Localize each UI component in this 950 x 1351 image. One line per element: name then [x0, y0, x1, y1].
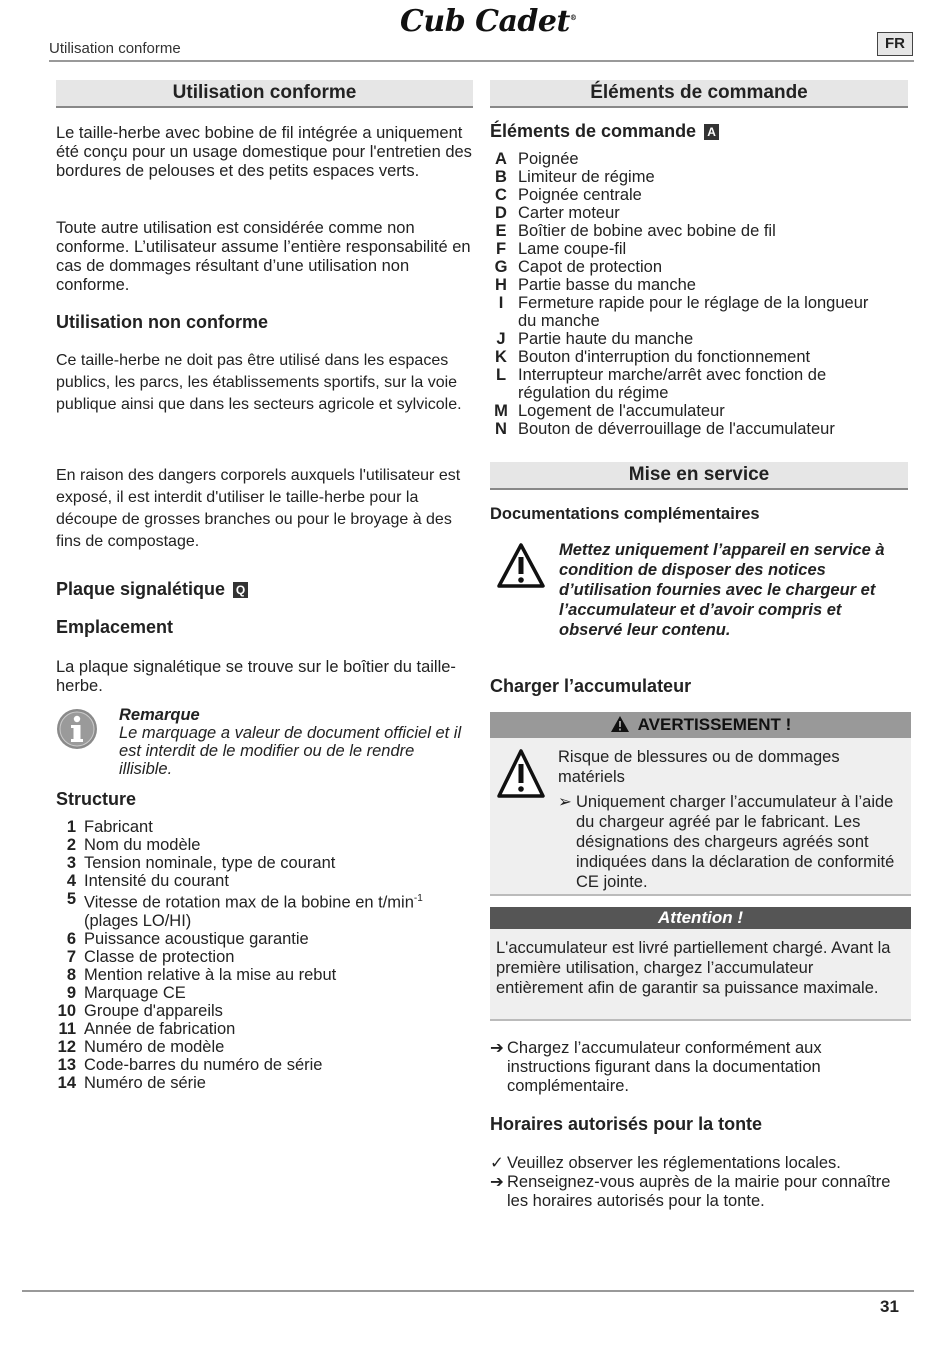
item-key: F: [495, 240, 507, 258]
structure-list-item: [56, 930, 472, 948]
paragraph-non-compliant: Toute autre utilisation est considérée comme non conforme. L’utilisateur assume l’entière responsabilité en cas de dommages résultant d’une utilisation non conforme.: [56, 219, 471, 294]
item-key: I: [498, 294, 504, 312]
heading-plaque: Plaque signalétique Q: [56, 579, 248, 600]
item-text: Fabricant: [84, 818, 153, 836]
page-number: 31: [880, 1297, 899, 1316]
element-list-item: [490, 258, 910, 276]
item-key: A: [495, 150, 507, 168]
header-rule: [49, 60, 914, 62]
paragraph-intended-use: Le taille-herbe avec bobine de fil intégrée a uniquement été conçu pour un usage domestique pour l'entretien des bordures de pelouses et des petits espaces verts.: [56, 124, 472, 180]
figure-ref-q: Q: [233, 582, 248, 598]
warning-triangle-icon: [496, 542, 546, 592]
footer-rule: [22, 1290, 914, 1292]
item-text: Numéro de modèle: [84, 1037, 225, 1056]
item-key: 11: [58, 1019, 76, 1038]
item-text: Fermeture rapide pour le réglage de la longueur du manche: [518, 294, 869, 330]
heading-non-conforme: Utilisation non conforme: [56, 312, 269, 332]
item-key: 9: [66, 983, 76, 1002]
item-text: Mention relative à la mise au rebut: [84, 965, 337, 984]
element-list-item: [490, 150, 910, 168]
item-text: Boîtier de bobine avec bobine de fil: [518, 222, 776, 240]
warning-triangle-icon-2: [496, 748, 546, 798]
item-key: 10: [57, 1001, 76, 1020]
structure-list-item: [56, 890, 472, 930]
element-list-item: [490, 366, 910, 402]
item-key: 14: [57, 1073, 76, 1092]
warning-action: ➢ Uniquement charger l’accumulateur à l’aide du chargeur agréé par le fabricant. Les désignations des chargeurs agréés sont indiquées dans la déclaration de conformité CE jointe.: [558, 793, 895, 891]
item-text: Tension nominale, type de courant: [84, 854, 336, 872]
section-title-elements: Éléments de commande: [490, 80, 908, 108]
structure-list-item: [56, 1074, 472, 1092]
check-icon: ✓: [490, 1154, 504, 1172]
info-icon: [56, 708, 98, 750]
item-text: Vitesse de rotation max de la bobine en $t/\min^{-1}$ (plages LO/HI): [84, 893, 423, 930]
heading-charger: Charger l’accumulateur: [490, 676, 692, 696]
item-text: Lame coupe-fil: [518, 240, 627, 258]
item-key: 5: [66, 890, 76, 908]
item-key: G: [494, 258, 508, 276]
item-text: Classe de protection: [84, 947, 235, 966]
element-list-item: [490, 402, 910, 420]
item-text: Nom du modèle: [84, 836, 201, 854]
item-key: 1: [66, 818, 76, 836]
note-title: Remarque: [119, 706, 200, 724]
item-text: Capot de protection: [518, 258, 663, 276]
structure-list-item: [56, 836, 472, 854]
item-key: H: [495, 276, 507, 294]
heading-horaires: Horaires autorisés pour la tonte: [490, 1114, 763, 1134]
item-text: Poignée centrale: [518, 186, 642, 204]
item-key: 13: [57, 1055, 76, 1074]
running-header: Utilisation conforme: [49, 40, 181, 57]
attention-text: L'accumulateur est livré partiellement chargé. Avant la première utilisation, chargez l’accumulateur entièrement afin de garantir sa puissance maximale.: [496, 939, 891, 997]
item-text: Logement de l'accumulateur: [518, 402, 725, 420]
language-badge: FR: [877, 32, 913, 56]
heading-emplacement: Emplacement: [56, 617, 174, 637]
elements-list: [490, 150, 910, 438]
note-text: Le marquage a valeur de document officiel et il est interdit de le modifier ou de le rendre illisible.: [119, 724, 462, 778]
item-text: Partie haute du manche: [518, 330, 694, 348]
horaires-check: ✓ Veuillez observer les réglementations locales.: [490, 1154, 841, 1172]
section-title-utilisation: Utilisation conforme: [56, 80, 473, 108]
item-key: 4: [66, 872, 76, 890]
heading-elements: Éléments de commande A: [490, 121, 719, 142]
arrow-right-icon: ➔: [490, 1039, 504, 1057]
item-text: Code-barres du numéro de série: [84, 1055, 323, 1074]
warning-banner: AVERTISSEMENT !: [490, 712, 911, 738]
item-text: Interrupteur marche/arrêt avec fonction de régulation du régime: [518, 366, 827, 402]
section-title-mise-en-service: Mise en service: [490, 462, 908, 490]
element-list-item: [490, 420, 910, 438]
structure-list-item: [56, 818, 472, 836]
item-key: 12: [57, 1037, 76, 1056]
item-key: 8: [66, 965, 76, 984]
charge-step: ➔ Chargez l’accumulateur conformément aux instructions figurant dans la documentation complémentaire.: [490, 1039, 822, 1095]
structure-list-item: [56, 854, 472, 872]
heading-structure: Structure: [56, 789, 137, 809]
item-key: L: [495, 366, 507, 384]
item-text: Groupe d'appareils: [84, 1001, 223, 1020]
item-text: Puissance acoustique garantie: [84, 929, 309, 948]
element-list-item: [490, 348, 910, 366]
item-key: K: [495, 348, 507, 366]
item-key: 3: [66, 854, 76, 872]
structure-list-item: [56, 966, 472, 984]
item-text: Bouton de déverrouillage de l'accumulateur: [518, 420, 835, 438]
structure-list-item: [56, 1002, 472, 1020]
item-text: Poignée: [518, 150, 579, 168]
item-text: Numéro de série: [84, 1073, 206, 1092]
element-list-item: [490, 240, 910, 258]
item-text: Partie basse du manche: [518, 276, 696, 294]
horaires-step: ➔ Renseignez-vous auprès de la mairie pour connaître les horaires autorisés pour la tonte.: [490, 1173, 891, 1210]
item-text: Marquage CE: [84, 983, 186, 1002]
structure-list-item: [56, 872, 472, 890]
element-list-item: [490, 294, 910, 330]
arrowhead-icon: ➢: [558, 793, 572, 811]
structure-list-item: [56, 1020, 472, 1038]
item-text: Année de fabrication: [84, 1019, 236, 1038]
item-text: Carter moteur: [518, 204, 620, 222]
element-list-item: [490, 276, 910, 294]
arrow-right-icon-2: ➔: [490, 1173, 504, 1191]
structure-list-item: [56, 1056, 472, 1074]
attention-banner: Attention !: [490, 907, 911, 929]
doc-warning-text: Mettez uniquement l’appareil en service à condition de disposer des notices d’utilisation fournies avec le chargeur et l’accumulateur et d’avoir compris et observé leur contenu.: [559, 541, 885, 639]
item-key: M: [494, 402, 508, 420]
element-list-item: [490, 168, 910, 186]
warning-risk: Risque de blessures ou de dommages matériels: [558, 748, 840, 786]
brand-logo: Cub Cadet®: [400, 4, 577, 39]
paragraph-dangers: En raison des dangers corporels auxquels l'utilisateur est exposé, il est interdit d'utiliser le taille-herbe pour la découpe de grosses branches ou pour le broyage à des fins de compostage.: [56, 467, 461, 550]
item-key: B: [495, 168, 507, 186]
item-key: D: [495, 204, 507, 222]
item-key: 7: [66, 947, 76, 966]
item-key: C: [495, 186, 507, 204]
item-key: 2: [66, 836, 76, 854]
element-list-item: [490, 204, 910, 222]
heading-documentations: Documentations complémentaires: [490, 505, 760, 523]
structure-list-item: [56, 1038, 472, 1056]
element-list-item: [490, 222, 910, 240]
item-key: E: [495, 222, 507, 240]
note-block: [119, 706, 469, 778]
structure-list-item: [56, 984, 472, 1002]
item-key: 6: [66, 929, 76, 948]
item-text: Limiteur de régime: [518, 168, 655, 186]
item-text: Bouton d'interruption du fonctionnement: [518, 348, 811, 366]
figure-ref-a: A: [704, 124, 719, 140]
element-list-item: [490, 186, 910, 204]
paragraph-prohibited-areas: Ce taille-herbe ne doit pas être utilisé dans les espaces publics, les parcs, les établissements sportifs, sur la voie publique ainsi que dans les secteurs agricole et sylvicole.: [56, 352, 462, 413]
item-text: Intensité du courant: [84, 872, 229, 890]
item-key: N: [495, 420, 507, 438]
structure-list-item: [56, 948, 472, 966]
element-list-item: [490, 330, 910, 348]
paragraph-plaque-location: La plaque signalétique se trouve sur le boîtier du taille-herbe.: [56, 658, 456, 695]
item-key: J: [496, 330, 506, 348]
structure-list: [56, 818, 472, 1092]
